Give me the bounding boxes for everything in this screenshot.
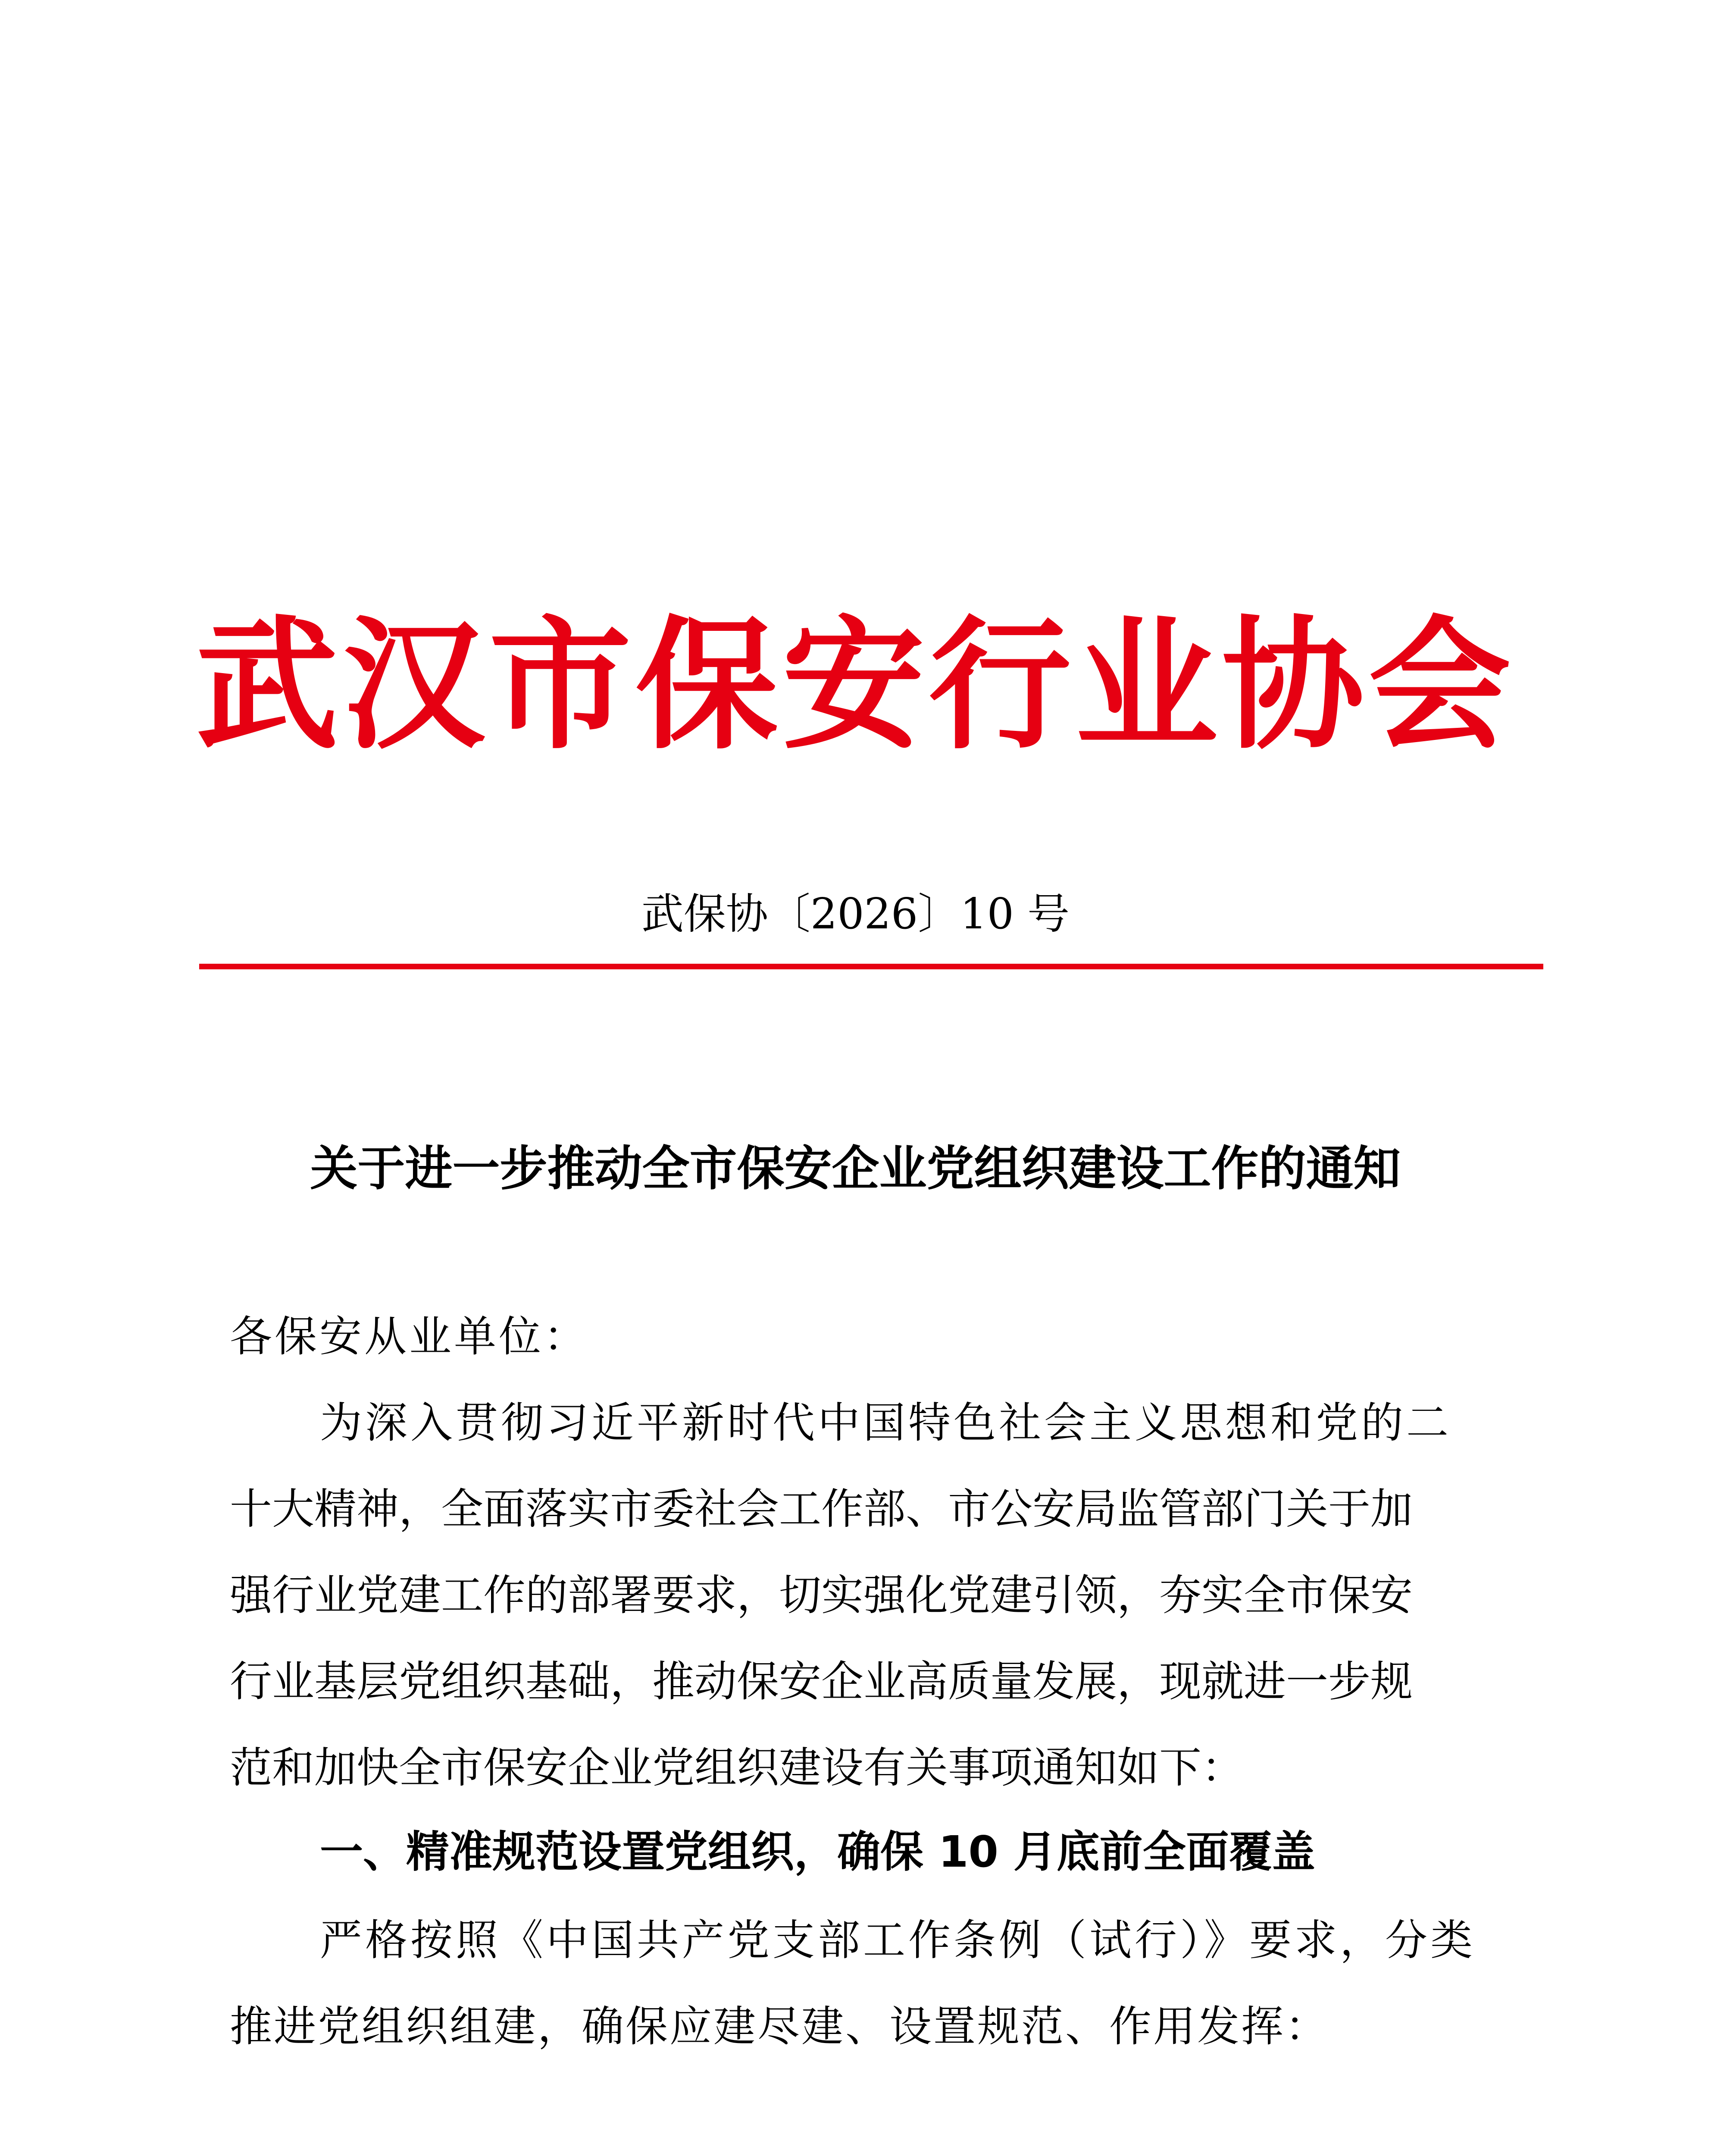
intro-line-3: 强行业党建工作的部署要求，切实强化党建引领，夯实全市保安 xyxy=(230,1571,1413,1620)
document-number: 武保协〔2026〕10 号 xyxy=(641,890,1070,939)
section-1-line-2: 推进党组织组建，确保应建尽建、设置规范、作用发挥： xyxy=(230,2002,1329,2051)
section-1-line-1: 严格按照《中国共产党支部工作条例（试行）》要求，分类 xyxy=(320,1916,1476,1965)
intro-line-4: 行业基层党组织基础，推动保安企业高质量发展，现就进一步规 xyxy=(230,1657,1413,1706)
intro-line-1: 为深入贯彻习近平新时代中国特色社会主义思想和党的二 xyxy=(320,1398,1452,1448)
letterhead-org-name: 武汉市保安行业协会 xyxy=(196,603,1515,768)
salutation: 各保安从业单位： xyxy=(230,1312,589,1361)
intro-line-2: 十大精神，全面落实市委社会工作部、市公安局监管部门关于加 xyxy=(230,1485,1413,1534)
red-separator-line xyxy=(199,964,1543,969)
section-1-heading: 一、精准规范设置党组织，确保 10 月底前全面覆盖 xyxy=(320,1827,1315,1877)
intro-line-5: 范和加快全市保安企业党组织建设有关事项通知如下： xyxy=(230,1743,1244,1792)
notice-title: 关于进一步推动全市保安企业党组织建设工作的通知 xyxy=(310,1141,1401,1196)
